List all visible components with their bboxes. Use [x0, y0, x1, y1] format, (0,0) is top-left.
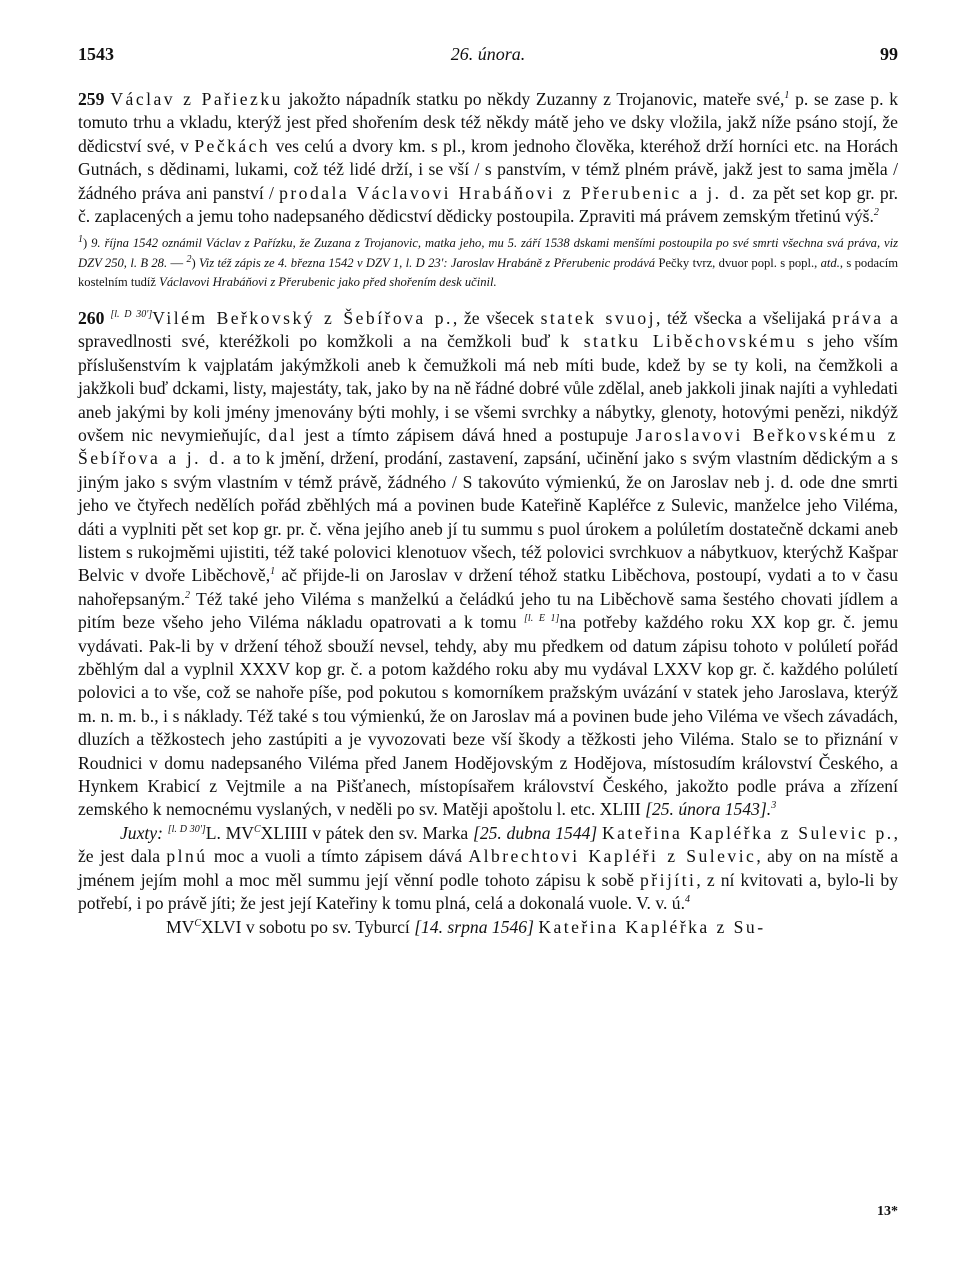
juxta-paragraph	[78, 822, 898, 916]
body-text: ves celú a dvory km. s pl., krom jednoho člověka, kteréhož drží horníci etc. na Horách Gutnách, s dědinami, lukami, což též lidé drží, i se vší / s panstvím, v témž plném právě, jakž jest to sama jměla / žádného práva ani panství /	[78, 135, 899, 203]
body-text: , že všecek	[452, 307, 541, 328]
body-text: MV	[166, 916, 195, 937]
footnote-punct: )	[83, 236, 92, 251]
spaced-text: Vilém Beřkovský z Šebířova p.	[152, 307, 453, 328]
date-italic: [14. srpna 1546]	[414, 916, 534, 937]
body-text: XLVI v sobotu po sv. Tyburcí	[201, 916, 415, 937]
spaced-text: k statku Liběchovskému	[560, 331, 798, 352]
folio-ref: [l. D 30']	[167, 824, 206, 836]
superscript: C	[253, 824, 261, 836]
footnote-text	[78, 234, 898, 293]
entry-260-text	[78, 307, 898, 822]
spaced-text: Albrechtovi Kapléři z Sulevic	[468, 846, 757, 867]
folio-ref: [l. E 1]	[524, 613, 560, 625]
signature-mark: 13*	[877, 1204, 898, 1219]
footnote-roman: Pečky tvrz, dvuor popl. s popl.,	[655, 255, 821, 270]
body-text: , že jest dala	[78, 822, 898, 867]
spaced-text: dal	[268, 424, 298, 445]
date-italic: [25. února 1543].	[645, 799, 772, 820]
entry-number: 259	[78, 89, 105, 109]
body-text: Též také jeho Viléma s manželkú a čeládkú jeho tu na Liběchově sama šestého chovati jídlem a pitím beze všeho jeho Viléma nákladu opatrovati a k tomu	[78, 588, 898, 633]
spaced-text: Pečkách	[194, 135, 271, 156]
running-header	[78, 44, 898, 74]
spaced-text: Jaroslavovi Beřkovskému z Šebířova a j. d.	[78, 424, 898, 469]
body-text: , aby on na místě a jménem jejím mohl a moc měl summu její věnní podle tohoto zápisu k sobě	[78, 846, 899, 890]
footnote-italic: Viz též zápis ze 4. března 1542 v DZV 1, l. D 23': Jaroslav Hrabáně z Přerubenic prodává	[199, 255, 656, 270]
footnote-ref: 1	[270, 566, 276, 578]
body-text: s jeho vším příslušenstvím k vajplatám jakýmžkoli aneb k čemužkoli má neb míti bude, kdež by se ty koli, na čemžkoli a jakžkoli buď dckami, listy, majestáty, tak, jako by na ně řádné dobré vůle zdělal, aneb jakkoli jinak najíti a vyhledati aneb jakými by koli jmény jmenovány býti mohly, i se všemi svrchky a nábytky, glenoty, hotovými penězi, nikdýž ovšem nic nevymieňujíc,	[78, 331, 899, 445]
spaced-text: Václav z Pařiezku	[110, 89, 283, 109]
last-paragraph	[78, 916, 898, 939]
footnote-italic: atd.	[820, 255, 840, 270]
body-text: a to k jmění, držení, prodání, zastavení, zapsání, učinění jako s svým vlastním dědickým a s jiným jako s svým vlastním v témž právě, žádného / S takovúto výmienkú, že on Jaroslav neb j. d. ode dne smrti jeho ve čtyřech nedělích pořád zběhlých má a povinen bude Kateřině Kapléřce z Sulevic, manželce jeho Viléma, dáti a vyplniti pět set kop gr. pr. č. věna jejího aneb jí tu summu s puol úrokem a polúletím dostatečně dckami aneb listem s rukojměmi ujistiti, též také polovici klenotuov všech, též polovici svrchkuov a nábytkuov, kterýchž Kašpar Belvic v dvoře Liběchově,	[78, 448, 898, 586]
body-text: ač přijde-li on Jaroslav v držení téhož statku Liběchova, postoupí, vydati a to v času nahořepsaným.	[78, 565, 899, 609]
entry-259-text	[78, 88, 898, 228]
footnote-ref: 4	[685, 894, 690, 906]
footnote-ref: 2	[873, 207, 879, 219]
spaced-text: Kateřina Kapléřka z Su-	[538, 916, 766, 937]
body-text: za pět set kop gr. pr. č. zaplacených a jemu toho nadepsaného dědicství dědicky postoupila. Zpraviti má právem zemským třetinú výš.	[78, 182, 898, 227]
body-text: a spravedlnosti své, kteréžkoli po komžkoli a na čemžkoli buď	[78, 307, 898, 352]
entry-260	[78, 307, 898, 939]
page-number: 99	[880, 44, 898, 64]
entry-number: 260	[78, 307, 105, 328]
footnote-italic: Václavovi Hrabáňovi z Přerubenic jako před shořením desk učinil.	[159, 275, 497, 290]
body-text: moc a vuoli a tímto zápisem dává	[207, 846, 469, 867]
footnote-ref: 2	[185, 589, 190, 601]
body-text: jakožto nápadník statku po někdy Zuzanny z Trojanovic, mateře své,	[282, 89, 785, 109]
spaced-text: plnú	[166, 846, 208, 867]
footnote-dash: —	[167, 255, 187, 270]
superscript: C	[194, 917, 202, 929]
footnote-marker: 1	[78, 234, 83, 246]
footnote-roman: , s podacím kostelním tudíž	[78, 255, 899, 290]
footnotes-259	[78, 234, 898, 293]
folio-ref: [l. D 30']	[110, 309, 153, 321]
juxta-label: Juxty:	[120, 822, 163, 843]
footnote-ref: 1	[784, 90, 790, 102]
footnote-italic: 9. října 1542 oznámil Václav z Pařízku, že Zuzana z Trojanovic, matka jeho, mu 5. září 1538 dskami menšími postoupila po své smrti všechna svá práva, viz DZV 250, l. B 28.	[78, 236, 898, 270]
footnote-marker: 2	[186, 253, 192, 265]
header-date: 26. února.	[450, 44, 526, 64]
spaced-text: práva	[832, 307, 884, 328]
spaced-text: prodala Václavovi Hrabáňovi z Přerubenic a j. d.	[279, 182, 748, 203]
body-text: , z ní kvitovati a, bylo-li by potřebí, i po právě jíti; že jest její Kateřiny k tomu plná, celá a dokonalá vuole. V. v. ú.	[78, 869, 899, 914]
spaced-text: přijíti	[640, 869, 697, 890]
body-text: , též všecka a všelijaká	[655, 307, 833, 328]
body-text: L. MV	[205, 822, 254, 843]
body-text: jest a tímto zápisem dává hned a postupuje	[297, 424, 636, 445]
spaced-text: Kateřina Kapléřka z Sulevic p.	[601, 822, 894, 843]
footnote-ref: 3	[771, 800, 777, 812]
body-text: p. se zase p. k tomuto trhu a vkladu, kterýž jest před shořením desk též někdy mátě jeho ve dsky vložila, jakž níže psáno stojí, že dědicství své, v	[78, 89, 898, 156]
date-italic: [25. dubna 1544]	[472, 822, 598, 843]
spaced-text: statek svuoj	[540, 307, 656, 328]
body-text: XLIIII v pátek den sv. Marka	[260, 822, 473, 843]
document-page	[78, 44, 898, 939]
entry-259	[78, 88, 898, 228]
body-text: na potřeby každého roku XX kop gr. č. jemu vydávati. Pak-li by v držení téhož sbouží nevsel, tehdy, aby mu předkem od datum zápisu tohoto v polúletí pořád zběhlým dal a vyplnil XXXV kop gr. č. a potom každého roku aby mu vydával LXXV kop gr. č. každého polúletí polovici a to vše, což se nahoře píše, pod pokutou s komorníkem pražským uvázání v statek jeho Jaroslava, kterýž m. n. m. b., i s náklady. Též také s tou výmienkú, že on Jaroslav má a povinen bude jeho Viléma ve všech závadách, dluzích a těžkostech jeho zastúpiti a je vyvozovati beze vší škody a těžkosti jeho Viléma. Stalo se to přiznání v Roudnici v domu nadepsaného Viléma před Janem Hodějovským z Hodějova, místosudím království Českého, a Hynkem Krabicí z Vejtmile a na Pišťanech, místopísařem království Českého, jakožto podle práva a zřízení zemského k nemocnému vyslaných, v neděli po sv. Matěji apoštolu l. etc. XLIII	[78, 612, 899, 820]
footnote-punct: )	[191, 255, 199, 270]
header-year: 1543	[78, 44, 114, 64]
